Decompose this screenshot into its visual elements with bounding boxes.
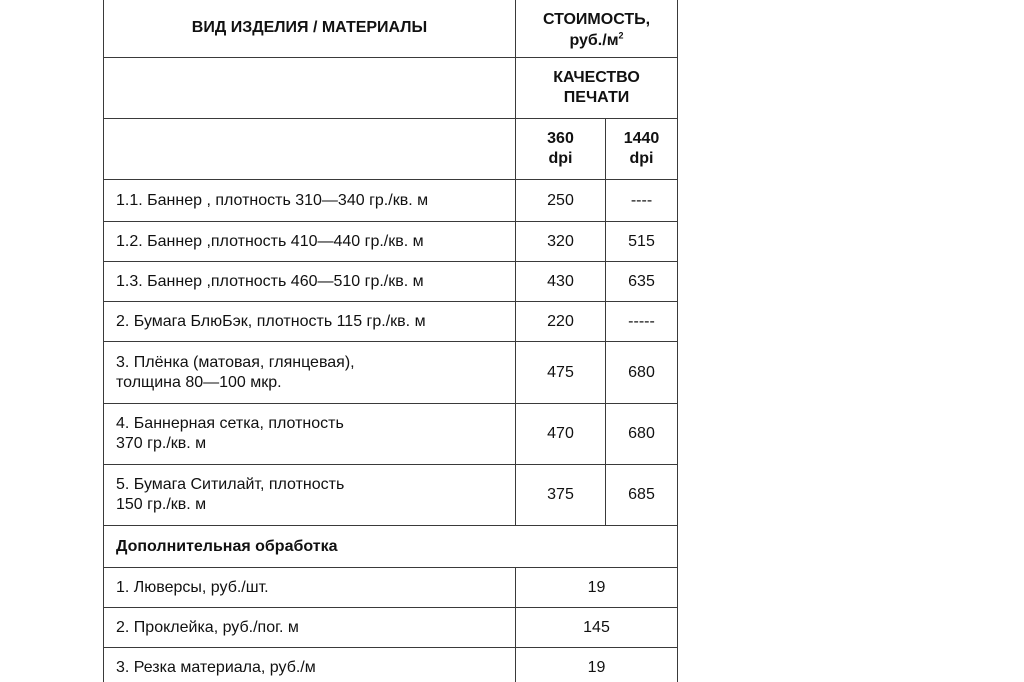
quality-row bbox=[104, 58, 678, 119]
price-1440: 685 bbox=[606, 465, 678, 526]
extras-row bbox=[104, 608, 678, 648]
header-cost bbox=[516, 0, 678, 58]
table-row bbox=[104, 465, 678, 526]
header-cost-unit-sup: 2 bbox=[618, 30, 624, 41]
price-table bbox=[103, 0, 678, 682]
header-quality-text: КАЧЕСТВО ПЕЧАТИ bbox=[553, 69, 640, 106]
dpi-row bbox=[104, 119, 678, 180]
header-product: ВИД ИЗДЕЛИЯ / МАТЕРИАЛЫ bbox=[104, 0, 516, 58]
price-360: 475 bbox=[516, 342, 606, 404]
product-name-line1: 3. Плёнка (матовая, глянцевая), bbox=[116, 353, 355, 371]
product-name-line2: 150 гр./кв. м bbox=[116, 496, 207, 513]
price-1440: 680 bbox=[606, 342, 678, 404]
header-cost-unit-line bbox=[516, 30, 677, 51]
product-name bbox=[104, 404, 516, 465]
product-name: 1.1. Баннер , плотность 310—340 гр./кв. м bbox=[104, 180, 516, 222]
extra-price: 145 bbox=[516, 608, 678, 648]
quality-empty-cell bbox=[104, 58, 516, 119]
dpi-1440-text: 1440 dpi bbox=[623, 130, 660, 167]
header-cost-unit: руб./м bbox=[569, 32, 619, 49]
dpi-empty-cell bbox=[104, 119, 516, 180]
dpi-360-text: 360 dpi bbox=[547, 130, 574, 167]
extra-name: 1. Люверсы, руб./шт. bbox=[104, 568, 516, 608]
header-row bbox=[104, 0, 678, 58]
dpi-360-header bbox=[516, 119, 606, 180]
price-1440: 680 bbox=[606, 404, 678, 465]
extras-header: Дополнительная обработка bbox=[104, 526, 678, 568]
table-row bbox=[104, 302, 678, 342]
product-name bbox=[104, 465, 516, 526]
extra-price: 19 bbox=[516, 648, 678, 682]
price-360: 430 bbox=[516, 262, 606, 302]
price-360: 220 bbox=[516, 302, 606, 342]
product-name bbox=[104, 342, 516, 404]
price-360: 320 bbox=[516, 222, 606, 262]
header-cost-title: СТОИМОСТЬ, bbox=[542, 11, 651, 28]
table-row bbox=[104, 222, 678, 262]
price-1440: ----- bbox=[606, 302, 678, 342]
extras-row bbox=[104, 648, 678, 682]
table-row bbox=[104, 262, 678, 302]
table-row bbox=[104, 180, 678, 222]
extras-row bbox=[104, 568, 678, 608]
extra-name: 3. Резка материала, руб./м bbox=[104, 648, 516, 682]
price-1440: 635 bbox=[606, 262, 678, 302]
price-360: 375 bbox=[516, 465, 606, 526]
price-1440: 515 bbox=[606, 222, 678, 262]
price-1440: ---- bbox=[606, 180, 678, 222]
price-360: 470 bbox=[516, 404, 606, 465]
table-row bbox=[104, 404, 678, 465]
header-quality bbox=[516, 58, 678, 119]
product-name: 1.3. Баннер ,плотность 460—510 гр./кв. м bbox=[104, 262, 516, 302]
product-name-line1: 5. Бумага Ситилайт, плотность bbox=[116, 476, 345, 493]
extras-header-row bbox=[104, 526, 678, 568]
price-360: 250 bbox=[516, 180, 606, 222]
product-name-line1: 4. Баннерная сетка, плотность bbox=[116, 415, 344, 432]
extra-name: 2. Проклейка, руб./пог. м bbox=[104, 608, 516, 648]
table-row bbox=[104, 342, 678, 404]
product-name: 2. Бумага БлюБэк, плотность 115 гр./кв. м bbox=[104, 302, 516, 342]
dpi-1440-header bbox=[606, 119, 678, 180]
product-name: 1.2. Баннер ,плотность 410—440 гр./кв. м bbox=[104, 222, 516, 262]
extra-price: 19 bbox=[516, 568, 678, 608]
product-name-line2: толщина 80—100 мкр. bbox=[116, 373, 282, 391]
product-name-line2: 370 гр./кв. м bbox=[116, 435, 207, 452]
